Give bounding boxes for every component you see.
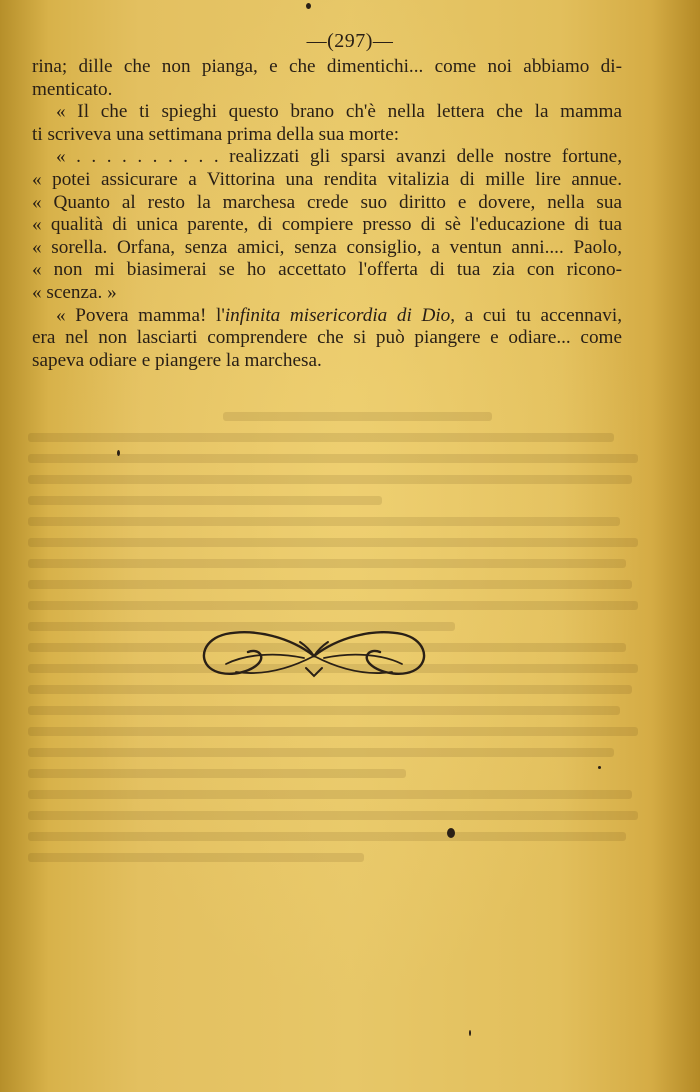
body-text <box>32 56 622 372</box>
page-number: —(297)— <box>306 30 394 52</box>
text-line: « . . . . . . . . . . realizzati gli sparsi avanzi delle nostre fortune, <box>56 146 622 168</box>
ink-speck <box>447 828 455 838</box>
text-line: « Il che ti spieghi questo brano ch'è nella lettera che la mamma <box>56 101 622 123</box>
text-line: « potei assicurare a Vittorina una rendita vitalizia di mille lire annue. <box>32 168 622 190</box>
text-line: menticato. <box>32 78 113 100</box>
ink-speck <box>306 3 311 9</box>
text-line: « Quanto al resto la marchesa crede suo diritto e dovere, nella sua <box>32 191 622 213</box>
text-line: « scenza. » <box>32 281 117 303</box>
text-line: rina; dille che non pianga, e che dimentichi... come noi abbiamo di- <box>32 56 622 77</box>
text-line: « Povera mamma! l'infinita misericordia di Dio, a cui tu accennavi, <box>56 304 623 326</box>
italic-phrase: infinita misericordia di Dio <box>224 304 451 326</box>
text-line: era nel non lasciarti comprendere che si può piangere e odiare... come <box>32 327 622 349</box>
text-line: ti scriveva una settimana prima della sua morte: <box>32 123 400 145</box>
text-line: sapeva odiare e piangere la marchesa. <box>32 349 322 371</box>
scroll-flourish-ornament-icon <box>196 624 432 686</box>
bleed-through-text <box>28 400 638 1040</box>
ink-speck <box>598 766 601 769</box>
ink-speck <box>469 1030 471 1036</box>
text-line: « non mi biasimerai se ho accettato l'offerta di tua zia con ricono- <box>32 259 622 281</box>
text-line: « sorella. Orfana, senza amici, senza consiglio, a ventun anni.... Paolo, <box>32 236 622 258</box>
ink-speck <box>117 450 120 456</box>
text-line: « qualità di unica parente, di compiere presso di sè l'educazione di tua <box>32 214 622 236</box>
